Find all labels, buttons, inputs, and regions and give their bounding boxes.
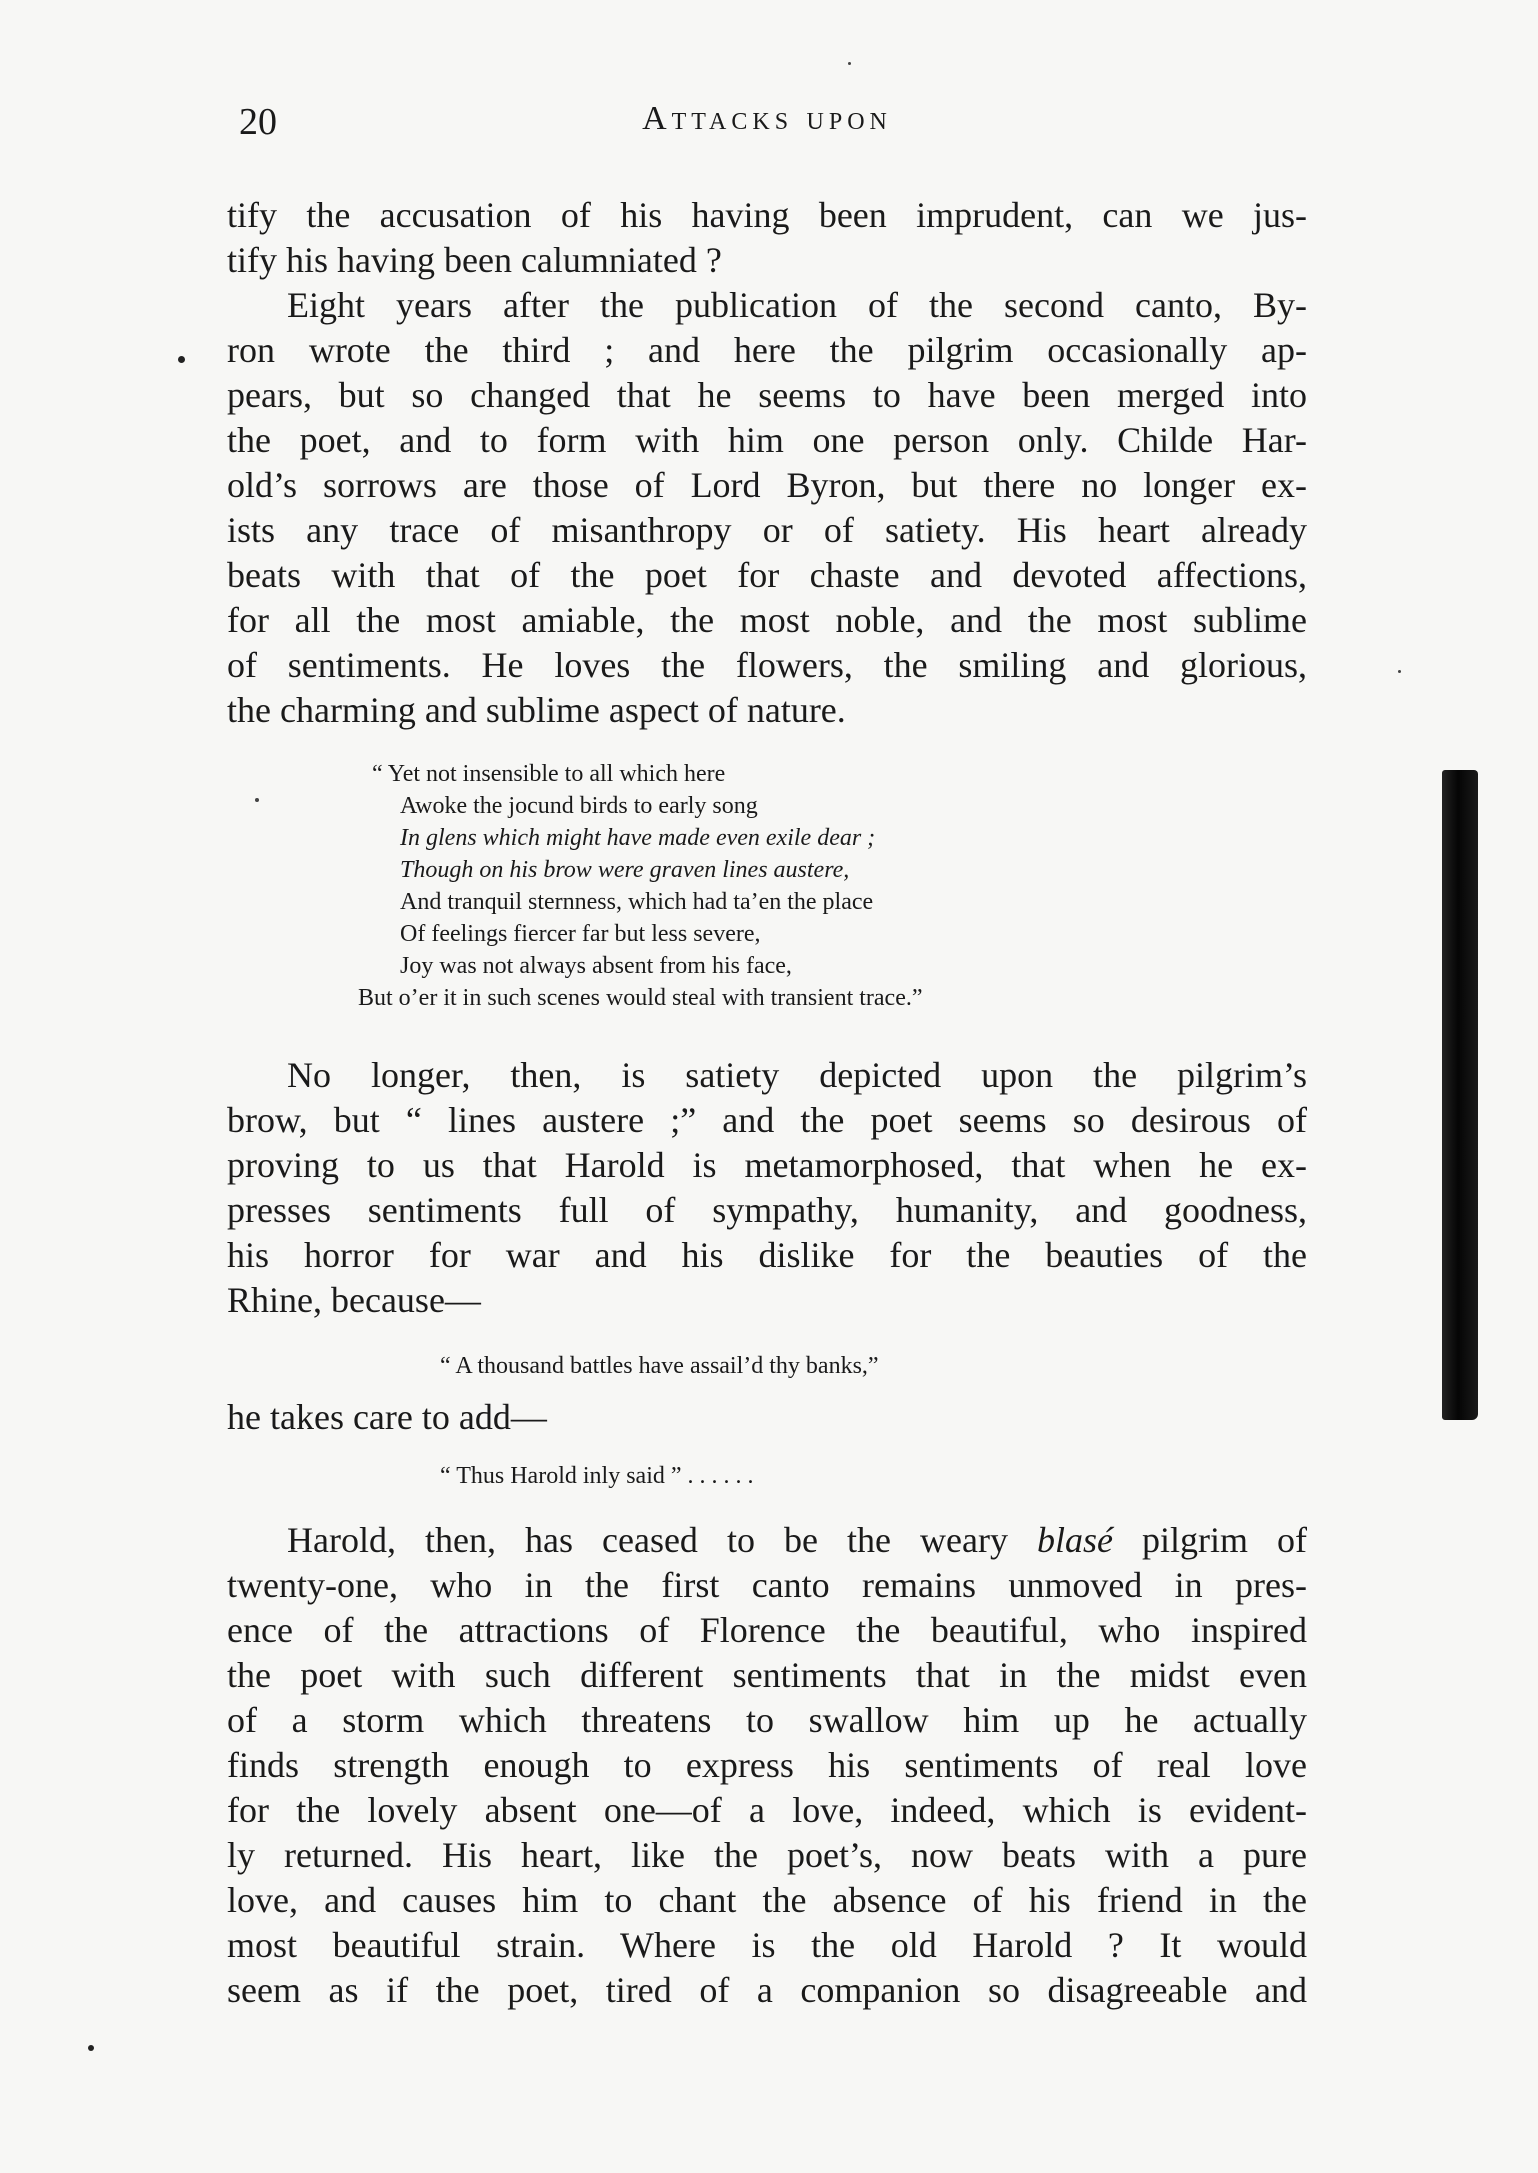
text-line: ly returned. His heart, like the poet’s, now beats with a pure <box>227 1835 1307 1875</box>
scan-speck <box>88 2045 94 2051</box>
text-line: Eight years after the publication of the second canto, By- <box>287 285 1307 325</box>
scan-speck <box>255 798 259 802</box>
text-line: the poet with such different sentiments that in the midst even <box>227 1655 1307 1695</box>
text-line: beats with that of the poet for chaste and devoted affections, <box>227 555 1307 595</box>
text-line: finds strength enough to express his sentiments of real love <box>227 1745 1307 1785</box>
text-run: pilgrim of <box>1112 1520 1308 1560</box>
text-line: most beautiful strain. Where is the old Harold ? It would <box>227 1925 1307 1965</box>
text-line: No longer, then, is satiety depicted upon the pilgrim’s <box>287 1055 1307 1095</box>
running-title: Attacks upon <box>642 100 892 137</box>
quote-line: “ Thus Harold inly said ” . . . . . . <box>440 1463 754 1489</box>
text-run: Harold, then, has ceased to be the weary <box>287 1520 1037 1560</box>
italic-word: blasé <box>1036 1520 1113 1560</box>
text-line: seem as if the poet, tired of a companion so disagreeable and <box>227 1970 1307 2010</box>
text-line: old’s sorrows are those of Lord Byron, but there no longer ex- <box>227 465 1307 505</box>
verse-line: And tranquil sternness, which had ta’en the place <box>400 889 874 915</box>
text-line: he takes care to add— <box>227 1397 547 1437</box>
verse-line: Awoke the jocund birds to early song <box>400 793 758 819</box>
verse-line: “ Yet not insensible to all which here <box>372 761 726 787</box>
text-line: tify his having been calumniated ? <box>227 240 722 280</box>
verse-line: Though on his brow were graven lines austere, <box>400 857 850 883</box>
scan-speck <box>178 356 185 363</box>
text-line: love, and causes him to chant the absence of his friend in the <box>227 1880 1307 1920</box>
text-line: Rhine, because— <box>227 1280 481 1320</box>
text-line <box>287 1518 1307 1562</box>
text-line: the poet, and to form with him one person only. Childe Har- <box>227 420 1307 460</box>
verse-line: Joy was not always absent from his face, <box>400 953 792 979</box>
text-line: ron wrote the third ; and here the pilgrim occasionally ap- <box>227 330 1307 370</box>
scan-edge-shadow <box>1442 770 1478 1420</box>
verse-line: Of feelings fiercer far but less severe, <box>400 921 761 947</box>
text-line: for the lovely absent one—of a love, indeed, which is evident- <box>227 1790 1307 1830</box>
text-line: for all the most amiable, the most noble, and the most sublime <box>227 600 1307 640</box>
scan-speck <box>1398 670 1401 673</box>
quote-line: “ A thousand battles have assail’d thy banks,” <box>440 1353 879 1379</box>
text-line: proving to us that Harold is metamorphosed, that when he ex- <box>227 1145 1307 1185</box>
text-line: the charming and sublime aspect of nature. <box>227 690 846 730</box>
scan-speck <box>848 62 851 65</box>
text-line: pears, but so changed that he seems to have been merged into <box>227 375 1307 415</box>
text-line: his horror for war and his dislike for the beauties of the <box>227 1235 1307 1275</box>
text-line: of a storm which threatens to swallow him up he actually <box>227 1700 1307 1740</box>
text-line: twenty-one, who in the first canto remains unmoved in pres- <box>227 1565 1307 1605</box>
text-line: brow, but “ lines austere ;” and the poet seems so desirous of <box>227 1100 1307 1140</box>
verse-line: In glens which might have made even exile dear ; <box>400 825 876 851</box>
text-line: tify the accusation of his having been imprudent, can we jus- <box>227 195 1307 235</box>
verse-line: But o’er it in such scenes would steal with transient trace.” <box>358 985 923 1011</box>
page-header <box>227 100 1307 160</box>
text-line: ence of the attractions of Florence the beautiful, who inspired <box>227 1610 1307 1650</box>
text-line: of sentiments. He loves the flowers, the smiling and glorious, <box>227 645 1307 685</box>
page-number: 20 <box>239 101 277 143</box>
text-line: ists any trace of misanthropy or of satiety. His heart already <box>227 510 1307 550</box>
text-line: presses sentiments full of sympathy, humanity, and goodness, <box>227 1190 1307 1230</box>
